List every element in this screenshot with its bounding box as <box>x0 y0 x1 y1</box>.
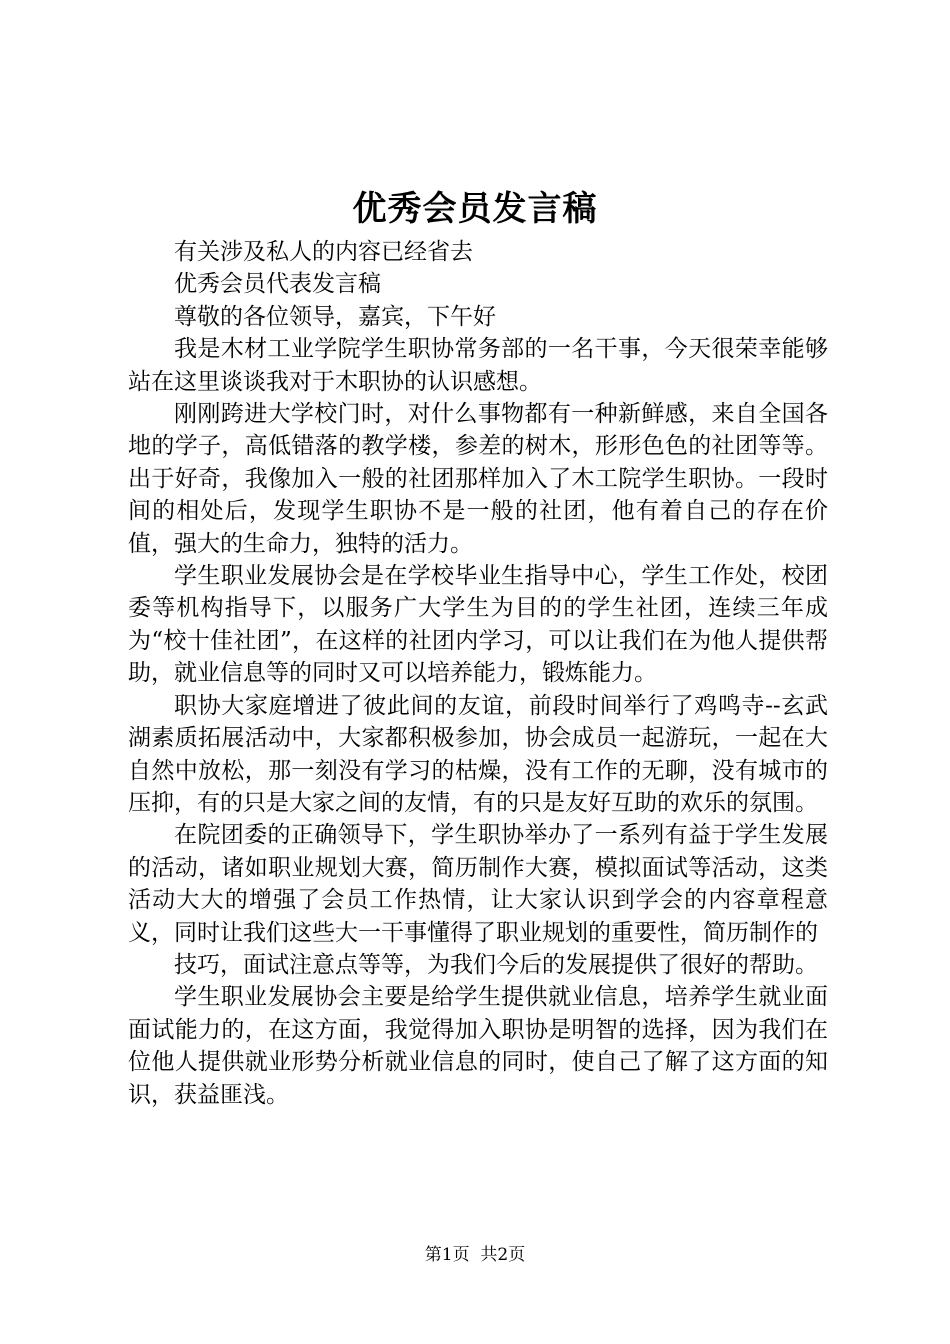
paragraph-greeting: 尊敬的各位领导，嘉宾，下午好 <box>174 303 496 330</box>
paragraph-activities: 在院团委的正确领导下，学生职协举办了一系列有益于学生发展的活动，诸如职业规划大赛，简历制作大赛，模拟面试等活动，这类活动大大的增强了会员工作热情，让大家认识到学会的内容章程意义，同时让我们这些大一干事懂得了职业规划的重要性，简历制作的 <box>128 822 828 946</box>
document-title: 优秀会员发言稿 <box>352 189 598 229</box>
page-footer <box>0 1243 950 1267</box>
paragraph-association-intro: 学生职业发展协会是在学校毕业生指导中心，学生工作处，校团委等机构指导下，以服务广大学生为目的的学生社团，连续三年成为“校十佳社团”，在这样的社团内学习，可以让我们在为他人提供帮助，就业信息等的同时又可以培养能力，锻炼能力。 <box>128 563 828 687</box>
paragraph-activities-continued: 技巧，面试注意点等等，为我们今后的发展提供了很好的帮助。 <box>174 951 818 978</box>
paragraph-intro: 我是木材工业学院学生职协常务部的一名干事，今天很荣幸能够站在这里谈谈我对于木职协的认识感想。 <box>128 336 828 395</box>
paragraph-benefits: 学生职业发展协会主要是给学生提供就业信息，培养学生就业面面试能力的，在这方面，我觉得加入职协是明智的选择，因为我们在位他人提供就业形势分析就业信息的同时，使自己了解了这方面的知识，获益匪浅。 <box>128 984 828 1108</box>
paragraph-subtitle: 优秀会员代表发言稿 <box>174 271 381 298</box>
paragraph-note: 有关涉及私人的内容已经省去 <box>174 239 473 265</box>
document-body <box>128 236 828 1111</box>
page-total: 共2页 <box>480 1245 526 1265</box>
paragraph-first-impression: 刚刚跨进大学校门时，对什么事物都有一种新鲜感，来自全国各地的学子，高低错落的教学楼，参差的树木，形形色色的社团等等。出于好奇，我像加入一般的社团那样加入了木工院学生职协。一段时间的相处后，发现学生职协不是一般的社团，他有着自己的存在价值，强大的生命力，独特的活力。 <box>128 401 828 557</box>
paragraph-friendship: 职协大家庭增进了彼此间的友谊，前段时间举行了鸡鸣寺--玄武湖素质拓展活动中，大家都积极参加，协会成员一起游玩，一起在大自然中放松，那一刻没有学习的枯燥，没有工作的无聊，没有城市的压抑，有的只是大家之间的友情，有的只是友好互助的欢乐的氛围。 <box>128 692 828 816</box>
page-number: 第1页 <box>424 1245 470 1265</box>
